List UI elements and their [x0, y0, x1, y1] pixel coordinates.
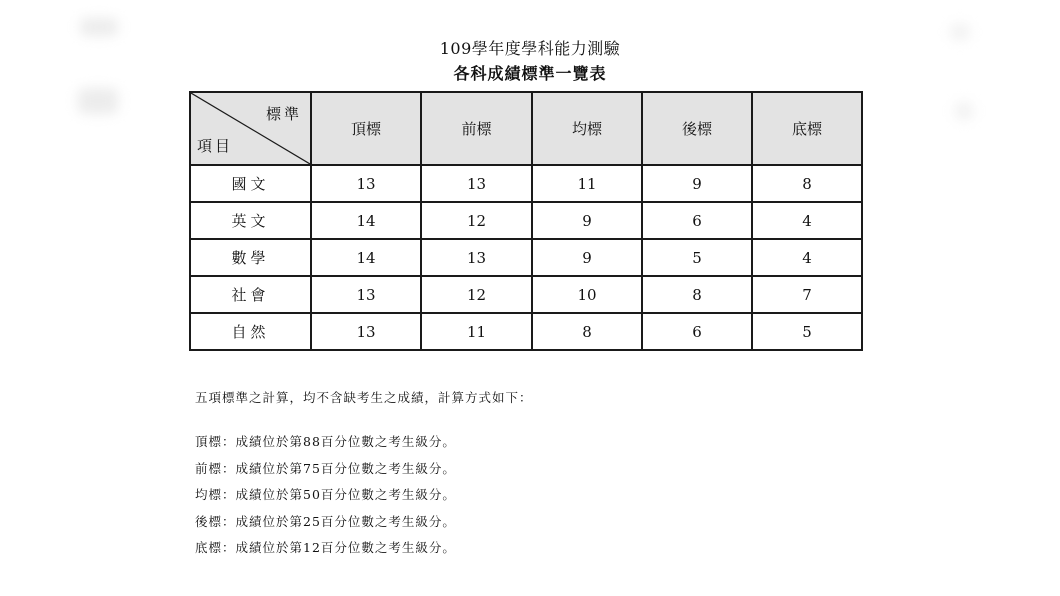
score-cell: 7 — [752, 276, 862, 313]
score-cell: 10 — [532, 276, 642, 313]
score-cell: 9 — [642, 165, 752, 202]
score-standards-table — [189, 91, 863, 351]
score-cell: 13 — [311, 276, 421, 313]
definition-line: 均標：成績位於第50百分位數之考生級分。 — [195, 487, 456, 502]
score-cell: 12 — [421, 276, 532, 313]
score-cell: 8 — [642, 276, 752, 313]
subject-cell: 國文 — [190, 165, 311, 202]
background-smudge — [955, 102, 973, 120]
header-cell: 底標 — [752, 92, 862, 165]
background-smudge — [80, 18, 118, 36]
score-cell: 14 — [311, 239, 421, 276]
score-cell: 11 — [421, 313, 532, 350]
score-cell: 13 — [311, 313, 421, 350]
subject-cell: 數學 — [190, 239, 311, 276]
table-corner-cell — [190, 92, 311, 165]
document-subtitle: 各科成績標準一覽表 — [453, 64, 607, 83]
score-cell: 9 — [532, 202, 642, 239]
table-header-row — [190, 92, 862, 165]
score-cell: 6 — [642, 313, 752, 350]
header-cell: 後標 — [642, 92, 752, 165]
background-smudge — [78, 88, 118, 114]
score-cell: 9 — [532, 239, 642, 276]
subject-cell: 英文 — [190, 202, 311, 239]
score-cell: 13 — [421, 165, 532, 202]
score-cell: 8 — [752, 165, 862, 202]
header-cell: 頂標 — [311, 92, 421, 165]
definition-line: 底標：成績位於第12百分位數之考生級分。 — [195, 540, 456, 555]
score-cell: 6 — [642, 202, 752, 239]
header-cell: 均標 — [532, 92, 642, 165]
corner-label-item: 項目 — [197, 137, 234, 155]
subject-cell: 自然 — [190, 313, 311, 350]
score-cell: 11 — [532, 165, 642, 202]
score-cell: 4 — [752, 239, 862, 276]
table-row — [190, 313, 862, 350]
corner-label-standard: 標準 — [265, 105, 302, 123]
table-row — [190, 165, 862, 202]
document-title: 109學年度學科能力測驗 — [439, 39, 621, 58]
score-cell: 13 — [311, 165, 421, 202]
calculation-notes — [195, 388, 533, 565]
score-cell: 14 — [311, 202, 421, 239]
score-cell: 4 — [752, 202, 862, 239]
subject-cell: 社會 — [190, 276, 311, 313]
score-cell: 12 — [421, 202, 532, 239]
header-cell: 前標 — [421, 92, 532, 165]
score-cell: 8 — [532, 313, 642, 350]
score-cell: 5 — [752, 313, 862, 350]
table-row — [190, 276, 862, 313]
definition-line: 頂標：成績位於第88百分位數之考生級分。 — [195, 434, 456, 449]
definition-line: 前標：成績位於第75百分位數之考生級分。 — [195, 460, 456, 476]
score-cell: 13 — [421, 239, 532, 276]
notes-intro: 五項標準之計算，均不含缺考生之成績，計算方式如下： — [195, 390, 533, 405]
table-row — [190, 239, 862, 276]
score-cell: 5 — [642, 239, 752, 276]
table-row — [190, 202, 862, 239]
definition-line: 後標：成績位於第25百分位數之考生級分。 — [195, 513, 456, 529]
